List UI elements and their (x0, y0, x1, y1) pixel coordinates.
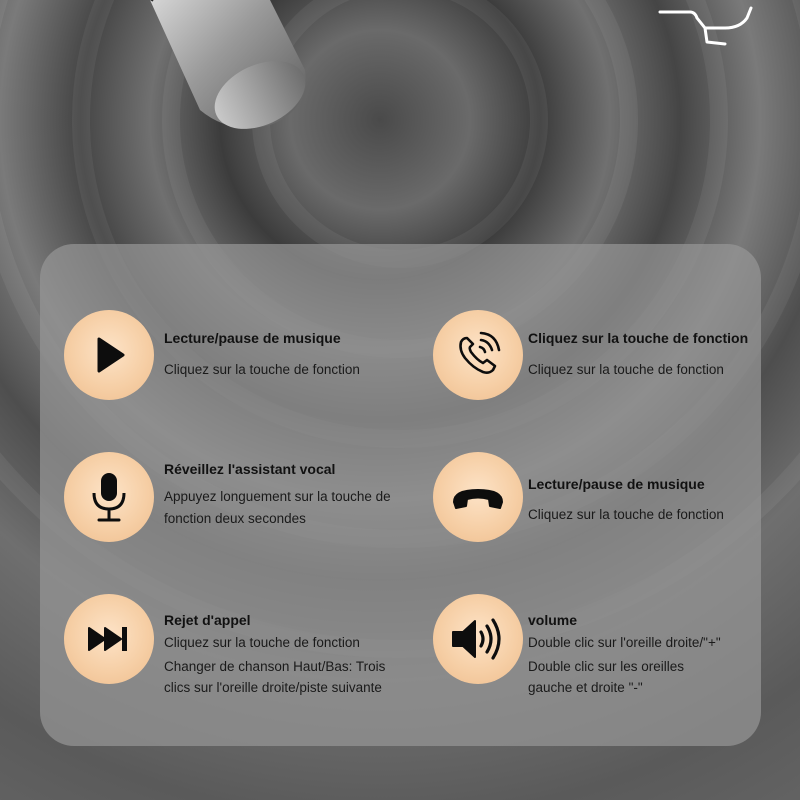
hang-up-icon-circle[interactable] (433, 452, 523, 542)
feature-title: Rejet d'appel (164, 612, 251, 628)
feature-title: Cliquez sur la touche de fonction (528, 330, 749, 346)
feature-description: clics sur l'oreille droite/piste suivante (164, 680, 382, 695)
volume-icon-circle[interactable] (433, 594, 523, 684)
feature-description: Double clic sur l'oreille droite/"+" (528, 635, 721, 650)
microphone-icon-circle[interactable] (64, 452, 154, 542)
feature-description: Appuyez longuement sur la touche de (164, 489, 391, 504)
next-track-icon (86, 624, 132, 654)
hand-gesture-icon (655, 0, 755, 50)
feature-title: Lecture/pause de musique (164, 330, 341, 346)
feature-description: Cliquez sur la touche de fonction (528, 362, 724, 377)
feature-description: Double clic sur les oreilles (528, 659, 685, 674)
feature-title: Réveillez l'assistant vocal (164, 461, 336, 477)
hang-up-icon (450, 482, 506, 512)
feature-description: Cliquez sur la touche de fonction (528, 507, 724, 522)
phone-ringing-icon-circle[interactable] (433, 310, 523, 400)
phone-ringing-icon (453, 330, 503, 380)
play-icon-circle[interactable] (64, 310, 154, 400)
feature-title: Lecture/pause de musique (528, 476, 705, 492)
feature-description: Changer de chanson Haut/Bas: Trois (164, 659, 386, 674)
earbud-image (130, 0, 320, 130)
next-track-icon-circle[interactable] (64, 594, 154, 684)
feature-description: fonction deux secondes (164, 511, 306, 526)
feature-title: volume (528, 612, 578, 628)
volume-icon (450, 617, 506, 661)
microphone-icon (87, 469, 131, 525)
feature-description: gauche et droite "-" (528, 680, 643, 695)
feature-description: Cliquez sur la touche de fonction (164, 362, 360, 377)
play-icon (87, 333, 131, 377)
feature-description: Cliquez sur la touche de fonction (164, 635, 360, 650)
